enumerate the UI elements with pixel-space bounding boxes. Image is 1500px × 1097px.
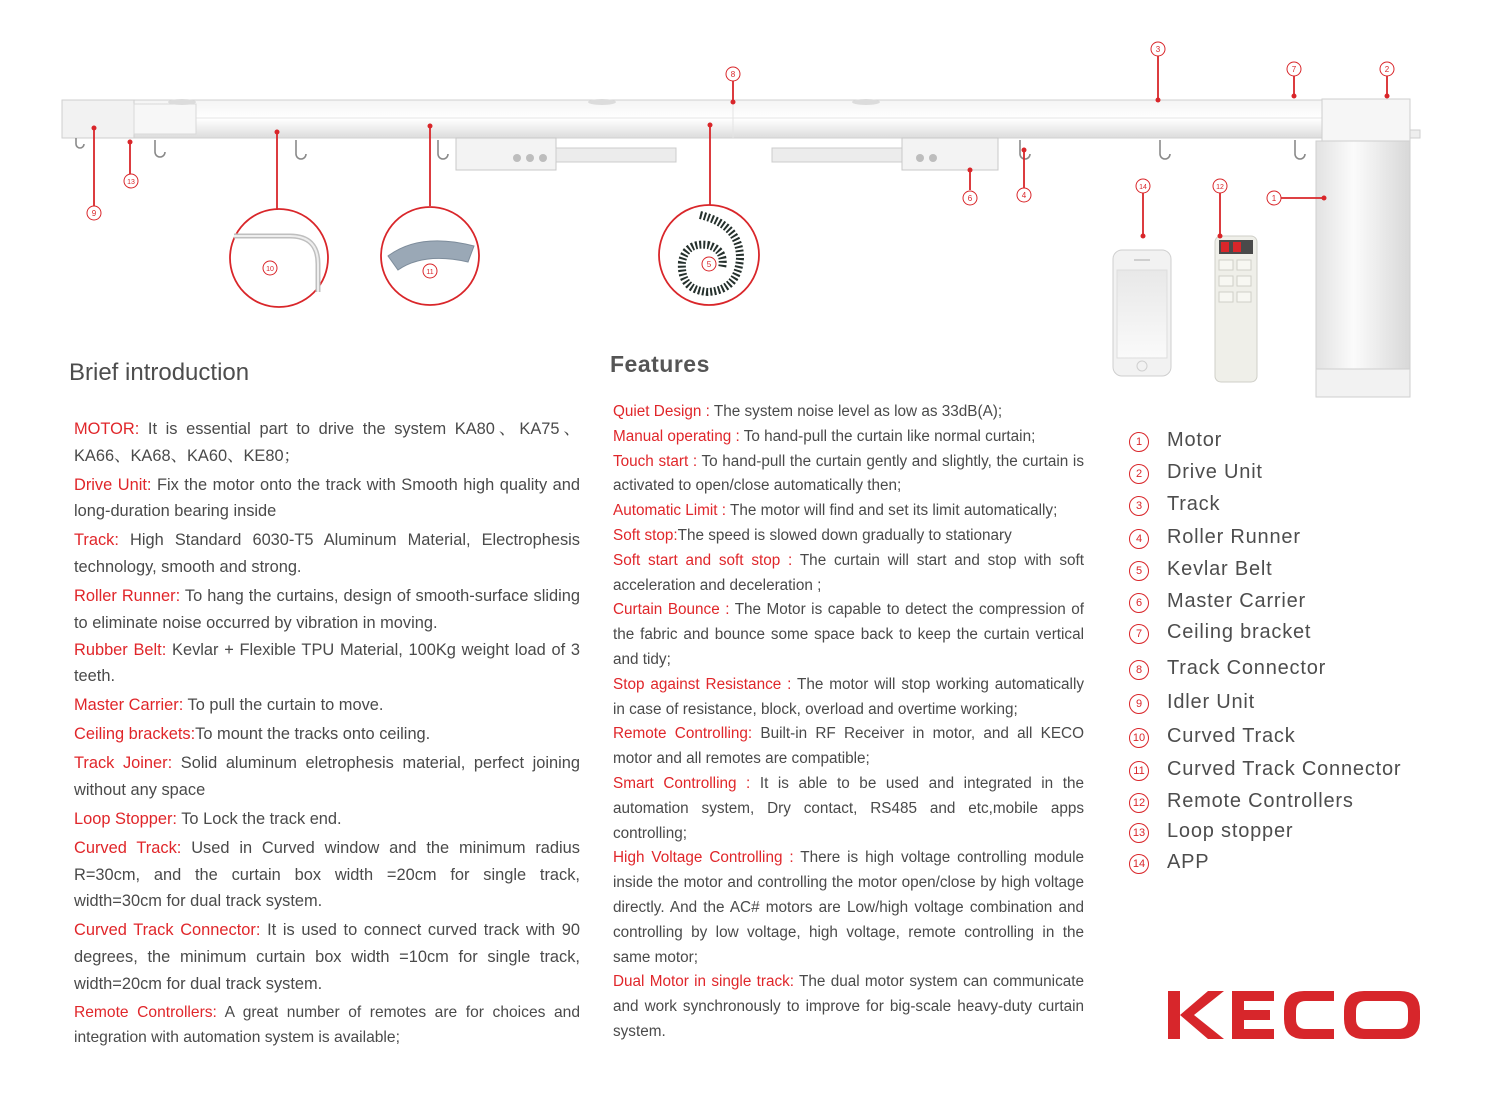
legend-number: 12 bbox=[1129, 793, 1149, 813]
brand-name: KECO bbox=[1168, 985, 1171, 986]
intro-item bbox=[74, 1000, 580, 1050]
legend-number: 2 bbox=[1129, 464, 1149, 484]
brief-introduction-heading: Brief introduction bbox=[69, 359, 250, 386]
intro-text: Used in Curved window and the minimum radius R=30cm, and the curtain box width =20cm for single track, width=30cm for dual track system. bbox=[74, 838, 580, 911]
legend-label: Track bbox=[1167, 493, 1221, 515]
feature-term: Soft start and soft stop : bbox=[613, 551, 793, 569]
feature-item bbox=[613, 772, 1084, 846]
feature-text: To hand-pull the curtain gently and slightly, the curtain is activated to open/close automatically then; bbox=[613, 452, 1084, 495]
callout-marker-11 bbox=[423, 264, 437, 278]
callout-marker-3 bbox=[1151, 42, 1165, 56]
intro-term: Master Carrier: bbox=[74, 696, 184, 715]
feature-item bbox=[613, 846, 1084, 970]
callout-marker-10 bbox=[263, 261, 277, 275]
curved-track-detail bbox=[230, 209, 328, 307]
master-carriers bbox=[456, 138, 998, 170]
svg-text:1: 1 bbox=[1271, 194, 1277, 203]
feature-text: The Motor is capable to detect the compression of the fabric and bounce some space back to keep the curtain vertical and tidy; bbox=[613, 601, 1085, 668]
brief-introduction-section bbox=[74, 416, 580, 1052]
feature-item bbox=[613, 425, 1084, 450]
curved-track-connector-detail bbox=[381, 207, 479, 305]
feature-term: Curtain Bounce : bbox=[613, 601, 730, 619]
intro-text: Fix the motor onto the track with Smooth high quality and long-duration bearing inside bbox=[74, 475, 580, 521]
intro-item bbox=[74, 835, 580, 915]
feature-term: Smart Controlling : bbox=[613, 774, 751, 792]
intro-text: Solid aluminum eletrophesis material, perfect joining without any space bbox=[74, 754, 580, 799]
callout-marker-14 bbox=[1136, 179, 1150, 193]
legend-label: Loop stopper bbox=[1167, 820, 1294, 842]
intro-text: To Lock the track end. bbox=[176, 809, 342, 828]
legend-label: Idler Unit bbox=[1167, 691, 1256, 713]
parts-legend bbox=[1127, 428, 1427, 878]
intro-item bbox=[74, 583, 580, 636]
legend-number: 8 bbox=[1129, 660, 1149, 680]
intro-term: Track Joiner: bbox=[74, 754, 173, 773]
intro-term: Track: bbox=[74, 531, 119, 550]
intro-item bbox=[74, 750, 580, 803]
feature-text: The curtain will start and stop with soft acceleration and deceleration ; bbox=[613, 551, 1084, 594]
callout-marker-2 bbox=[1380, 62, 1394, 76]
callout-marker-7 bbox=[1287, 62, 1301, 76]
svg-text:6: 6 bbox=[967, 194, 973, 203]
feature-term: Stop against Resistance : bbox=[613, 675, 792, 693]
feature-item bbox=[613, 549, 1084, 599]
callout-marker-12 bbox=[1213, 179, 1227, 193]
legend-number: 1 bbox=[1129, 432, 1149, 452]
feature-text: To hand-pull the curtain like normal curtain; bbox=[739, 427, 1036, 445]
features-section bbox=[613, 400, 1084, 1045]
feature-item bbox=[613, 722, 1084, 772]
legend-item-idler-unit bbox=[1127, 692, 1427, 716]
intro-text: To hang the curtains, design of smooth-surface sliding to eliminate noise occurred by vibration in moving. bbox=[74, 587, 580, 632]
intro-item bbox=[74, 416, 580, 469]
feature-text: The dual motor system can communicate and work synchronously to improve for big-scale heavy-duty curtain system. bbox=[613, 973, 1084, 1040]
feature-item bbox=[613, 598, 1084, 672]
svg-text:7: 7 bbox=[1291, 65, 1297, 74]
intro-text: It is used to connect curved track with 90 degrees, the minimum curtain box width =10cm for single track, width=20cm for dual track system. bbox=[74, 921, 580, 993]
callout-marker-1 bbox=[1267, 191, 1281, 205]
intro-term: Curved Track Connector: bbox=[74, 921, 261, 940]
callout-marker-4 bbox=[1017, 188, 1031, 202]
feature-term: Touch start : bbox=[613, 452, 698, 470]
intro-text: Kevlar + Flexible TPU Material, 100Kg weight load of 3 teeth. bbox=[74, 640, 581, 686]
svg-text:13: 13 bbox=[127, 179, 135, 186]
callout-marker-5 bbox=[702, 257, 716, 271]
legend-item-roller-runner bbox=[1127, 527, 1427, 551]
legend-number: 3 bbox=[1129, 496, 1149, 516]
intro-term: Drive Unit: bbox=[74, 475, 152, 494]
intro-term: MOTOR: bbox=[74, 420, 140, 438]
kevlar-belt-detail bbox=[659, 205, 759, 305]
intro-term: Curved Track: bbox=[74, 838, 182, 857]
remote-control-image bbox=[1215, 236, 1257, 382]
feature-text: There is high voltage controlling module inside the motor and controlling the motor open/close by high voltage directly. And the AC# motors are Low/high voltage combination and controlling by low voltage, high voltage, remote controlling in the same motor; bbox=[613, 849, 1084, 966]
feature-item bbox=[613, 499, 1084, 524]
feature-item bbox=[613, 970, 1084, 1044]
intro-term: Remote Controllers: bbox=[74, 1003, 217, 1021]
feature-item bbox=[613, 400, 1084, 425]
intro-item bbox=[74, 527, 580, 580]
feature-term: Dual Motor in single track: bbox=[613, 973, 795, 991]
feature-text: The motor will find and set its limit automatically; bbox=[726, 502, 1058, 520]
feature-term: Quiet Design : bbox=[613, 403, 710, 420]
legend-item-kevlar-belt bbox=[1127, 559, 1427, 583]
feature-term: High Voltage Controlling : bbox=[613, 849, 794, 867]
legend-label: Remote Controllers bbox=[1167, 790, 1354, 812]
legend-label: Drive Unit bbox=[1167, 461, 1263, 483]
legend-label: Roller Runner bbox=[1167, 526, 1301, 548]
legend-number: 13 bbox=[1129, 823, 1149, 843]
legend-number: 6 bbox=[1129, 593, 1149, 613]
legend-item-loop-stopper bbox=[1127, 821, 1427, 845]
legend-item-track-connector bbox=[1127, 658, 1427, 682]
phone-app-image bbox=[1113, 250, 1171, 376]
legend-item-motor bbox=[1127, 430, 1427, 454]
legend-number: 10 bbox=[1129, 728, 1149, 748]
svg-text:14: 14 bbox=[1139, 184, 1147, 191]
feature-item bbox=[613, 524, 1084, 549]
product-diagram bbox=[0, 0, 1500, 400]
track-rail bbox=[62, 99, 1362, 138]
callout-marker-9 bbox=[87, 206, 101, 220]
legend-label: Curved Track Connector bbox=[1167, 758, 1402, 780]
intro-term: Ceiling brackets: bbox=[74, 725, 196, 744]
legend-label: Motor bbox=[1167, 429, 1223, 451]
feature-text: The speed is slowed down gradually to stationary bbox=[677, 526, 1012, 544]
feature-term: Remote Controlling: bbox=[613, 725, 753, 743]
intro-term: Roller Runner: bbox=[74, 587, 181, 606]
intro-text: To mount the tracks onto ceiling. bbox=[195, 725, 431, 744]
feature-item bbox=[613, 450, 1084, 500]
feature-item bbox=[613, 673, 1084, 723]
intro-text: High Standard 6030-T5 Aluminum Material, Electrophesis technology, smooth and strong. bbox=[74, 531, 580, 577]
svg-text:4: 4 bbox=[1021, 191, 1027, 200]
legend-item-remote-controllers bbox=[1127, 791, 1427, 815]
legend-label: APP bbox=[1167, 851, 1210, 873]
callout-marker-8 bbox=[726, 67, 740, 81]
intro-item bbox=[74, 917, 580, 997]
features-heading: Features bbox=[610, 351, 710, 377]
callout-marker-6 bbox=[963, 191, 977, 205]
legend-label: Ceiling bracket bbox=[1167, 621, 1312, 643]
feature-text: Built-in RF Receiver in motor, and all KECO motor and all remotes are compatible; bbox=[613, 725, 1084, 768]
intro-item bbox=[74, 806, 580, 833]
svg-text:11: 11 bbox=[426, 269, 434, 276]
feature-text: It is able to be used and integrated in the automation system, Dry contact, RS485 and etc,mobile apps controlling; bbox=[613, 774, 1085, 842]
keco-logo bbox=[1168, 985, 1420, 1045]
legend-number: 14 bbox=[1129, 854, 1149, 874]
legend-item-curved-track-connector bbox=[1127, 759, 1427, 783]
feature-text: The motor will stop working automatically in case of resistance, block, overload and overtime working; bbox=[613, 675, 1084, 718]
intro-item bbox=[74, 472, 580, 525]
legend-item-master-carrier bbox=[1127, 591, 1427, 615]
svg-text:5: 5 bbox=[706, 260, 712, 269]
svg-text:9: 9 bbox=[91, 209, 97, 218]
legend-label: Curved Track bbox=[1167, 725, 1296, 747]
legend-label: Track Connector bbox=[1167, 657, 1327, 679]
legend-label: Master Carrier bbox=[1167, 590, 1306, 612]
feature-term: Automatic Limit : bbox=[613, 502, 727, 520]
legend-item-ceiling-bracket bbox=[1127, 622, 1427, 646]
svg-text:10: 10 bbox=[266, 266, 274, 273]
intro-item bbox=[74, 692, 580, 719]
intro-item bbox=[74, 637, 580, 690]
intro-text: It is essential part to drive the system KA80、KA75、KA66、KA68、KA60、KE80； bbox=[74, 420, 580, 465]
feature-term: Manual operating : bbox=[613, 427, 740, 445]
legend-number: 11 bbox=[1129, 761, 1149, 781]
feature-term: Soft stop: bbox=[613, 526, 678, 544]
legend-item-track bbox=[1127, 494, 1427, 518]
svg-text:8: 8 bbox=[730, 70, 736, 79]
legend-number: 4 bbox=[1129, 529, 1149, 549]
legend-number: 9 bbox=[1129, 694, 1149, 714]
legend-item-curved-track bbox=[1127, 726, 1427, 750]
intro-term: Rubber Belt: bbox=[74, 640, 167, 659]
intro-text: A great number of remotes are for choices and integration with automation system is available; bbox=[74, 1003, 580, 1046]
roller-runners bbox=[76, 138, 1305, 159]
callout-marker-13 bbox=[124, 174, 138, 188]
intro-text: To pull the curtain to move. bbox=[183, 696, 384, 715]
svg-text:3: 3 bbox=[1155, 45, 1161, 54]
legend-number: 5 bbox=[1129, 561, 1149, 581]
legend-number: 7 bbox=[1129, 624, 1149, 644]
svg-text:2: 2 bbox=[1384, 65, 1390, 74]
legend-item-app bbox=[1127, 852, 1427, 876]
legend-label: Kevlar Belt bbox=[1167, 558, 1273, 580]
feature-text: The system noise level as low as 33dB(A); bbox=[709, 403, 1003, 420]
intro-item bbox=[74, 721, 580, 748]
motor-unit bbox=[1316, 99, 1420, 397]
svg-text:12: 12 bbox=[1216, 184, 1224, 191]
intro-term: Loop Stopper: bbox=[74, 809, 177, 828]
legend-item-drive-unit bbox=[1127, 462, 1427, 486]
